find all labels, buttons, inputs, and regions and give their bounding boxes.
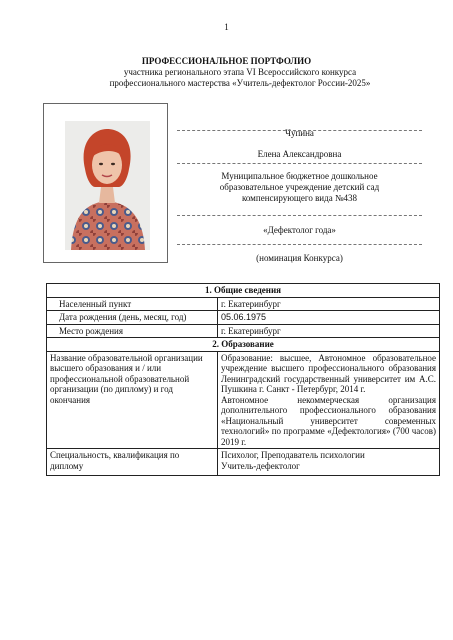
photo-frame	[43, 103, 168, 263]
portfolio-subtitle	[70, 67, 410, 89]
page-number: 1	[224, 22, 229, 32]
row-value: г. Екатеринбург	[218, 324, 440, 338]
section-general-title: 1. Общие сведения	[47, 284, 440, 298]
divider	[177, 215, 422, 216]
row-value: г. Екатеринбург	[218, 297, 440, 311]
row-label: Дата рождения (день, месяц, год)	[47, 311, 218, 325]
organization-line-3: компенсирующего вида №438	[241, 193, 358, 203]
speciality-value	[218, 449, 440, 476]
nomination-caption: (номинация Конкурса)	[256, 253, 343, 263]
row-label: Место рождения	[47, 324, 218, 338]
birth-date-value: 05.06.1975	[218, 311, 440, 325]
education-value-2: Автономное некоммерческая организация дополнительного профессионального образования «Национальный университет современных технологий» по программе «Дефектология» (700 часов) 2019 г.	[221, 394, 436, 447]
speciality-value-1: Психолог, Преподаватель психологии	[221, 450, 365, 460]
divider	[177, 130, 422, 131]
education-label: Название образовательной организации высшего образования и / или профессиональной образовательной организации (по диплому) и год окончания	[47, 351, 218, 449]
portfolio-title: ПРОФЕССИОНАЛЬНОЕ ПОРТФОЛИО	[141, 56, 312, 66]
nomination: «Дефектолог года»	[263, 225, 336, 235]
row-label: Населенный пункт	[47, 297, 218, 311]
divider	[177, 163, 422, 164]
table-row	[47, 351, 440, 449]
portfolio-table	[46, 283, 440, 476]
table-row	[47, 311, 440, 325]
divider	[177, 244, 422, 245]
speciality-label: Специальность, квалификация по диплому	[47, 449, 218, 476]
participant-surname: Чупина	[285, 128, 314, 138]
speciality-value-2: Учитель-дефектолог	[221, 460, 300, 471]
section-row	[47, 284, 440, 298]
table-row	[47, 449, 440, 476]
table-row	[47, 324, 440, 338]
organization-line-2: образовательное учреждение детский сад	[219, 182, 380, 192]
subtitle-line-1: участника регионального этапа VI Всероссийского конкурса	[123, 67, 357, 77]
education-value-1: Образование: высшее, Автономное образовательное учреждение высшего профессионального образования Ленинградский государственный университет им А.С. Пушкина г. Санкт - Петербург, 2014 г.	[221, 352, 436, 394]
education-value	[218, 351, 440, 449]
participant-name: Елена Александровна	[257, 149, 342, 159]
section-education-title: 2. Образование	[47, 338, 440, 352]
table-row	[47, 297, 440, 311]
participant-photo	[65, 121, 150, 250]
organization-line-1: Муниципальное бюджетное дошкольное	[221, 171, 378, 181]
organization	[177, 171, 422, 204]
subtitle-line-2: профессионального мастерства «Учитель-дефектолог России-2025»	[109, 78, 371, 88]
section-row	[47, 338, 440, 352]
